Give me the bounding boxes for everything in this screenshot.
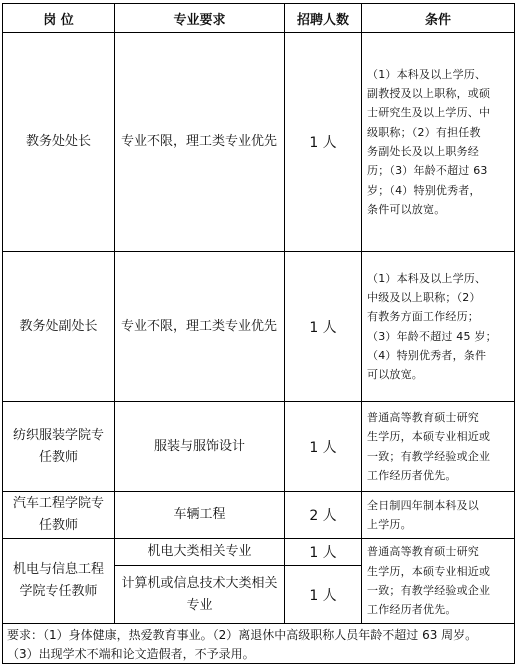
conditions-cell: [362, 252, 514, 401]
conditions-cell: [362, 402, 514, 491]
condition-line: 工作经历者优先。: [367, 603, 457, 617]
condition-line: 务副处长及以上职务经: [367, 145, 479, 158]
condition-line: 中级及以上职称；（2）: [367, 290, 481, 304]
count-cell: 1 人: [309, 439, 337, 456]
condition-line: 工作经历者优先。: [367, 468, 457, 482]
conditions-cell: [362, 492, 514, 538]
position-cell: 机电与信息工程学院专任教师: [12, 562, 104, 599]
major-cell: 专业不限，理工类专业优先: [121, 134, 278, 149]
condition-line: 条件可以放宽。: [367, 202, 446, 216]
condition-line: 普通高等教育硕士研究: [367, 545, 479, 559]
position-cell: 纺织服装学院专任教师: [12, 427, 104, 465]
count-cell: 1 人: [309, 135, 337, 151]
condition-line: 一致；有教学经验或企业: [367, 584, 491, 597]
requirements-line: 要求：（1）身体健康，热爱教育事业。（2）离退休中高级职称人员年龄不超过 63 周岁。: [7, 628, 478, 642]
condition-line: 一致；有教学经验或企业: [367, 449, 491, 463]
header-position: 岗 位: [43, 12, 74, 28]
position-cell: 汽车工程学院专任教师: [12, 496, 104, 533]
major-cell: 服装与服饰设计: [153, 438, 245, 454]
position-cell: 教务处副处长: [19, 318, 98, 334]
condition-line: 全日制四年制本科及以: [367, 498, 479, 512]
condition-line: 生学历，本硕专业相近或: [367, 564, 491, 578]
requirements-line: （3）出现学术不端和论文造假者，不予录用。: [7, 647, 255, 661]
condition-line: （4）特别优秀者，条件: [367, 348, 487, 362]
count-cell: 2 人: [309, 508, 337, 524]
condition-line: 历；（3）年龄不超过 63: [367, 164, 488, 178]
header-conditions: 条件: [424, 12, 451, 28]
condition-line: 副教授及以上职称，或硕: [367, 87, 491, 101]
count-cell: 1 人: [309, 545, 337, 561]
condition-line: （3）年龄不超过 45 岁；: [367, 329, 497, 343]
recruitment-table: [2, 3, 515, 664]
condition-line: 可以放宽。: [367, 368, 423, 382]
major-cell: 车辆工程: [173, 507, 226, 522]
condition-line: 生学历，本硕专业相近或: [367, 430, 491, 444]
header-count: 招聘人数: [296, 12, 349, 28]
condition-line: （1）本科及以上学历、: [367, 67, 487, 81]
count-cell: 1 人: [309, 319, 337, 336]
count-cell: 1 人: [309, 587, 337, 604]
condition-line: 岁；（4）特别优秀者，: [367, 183, 481, 197]
condition-line: （1）本科及以上学历、: [367, 271, 487, 285]
header-major: 专业要求: [173, 12, 226, 28]
condition-line: 有教务方面工作经历；: [367, 310, 479, 324]
condition-line: 上学历。: [367, 518, 412, 531]
position-cell: 教务处处长: [25, 134, 91, 149]
condition-line: 士研究生及以上学历、中: [367, 106, 491, 120]
condition-line: 级职称；（2）有担任教: [367, 125, 481, 139]
major-cell: 计算机或信息技术大类相关专业: [121, 575, 278, 613]
condition-line: 普通高等教育硕士研究: [367, 410, 479, 424]
conditions-cell: [362, 539, 514, 623]
major-cell: 专业不限，理工类专业优先: [121, 318, 278, 334]
requirements-note: [3, 624, 514, 663]
major-cell: 机电大类相关专业: [147, 544, 252, 559]
conditions-cell: [362, 33, 514, 251]
